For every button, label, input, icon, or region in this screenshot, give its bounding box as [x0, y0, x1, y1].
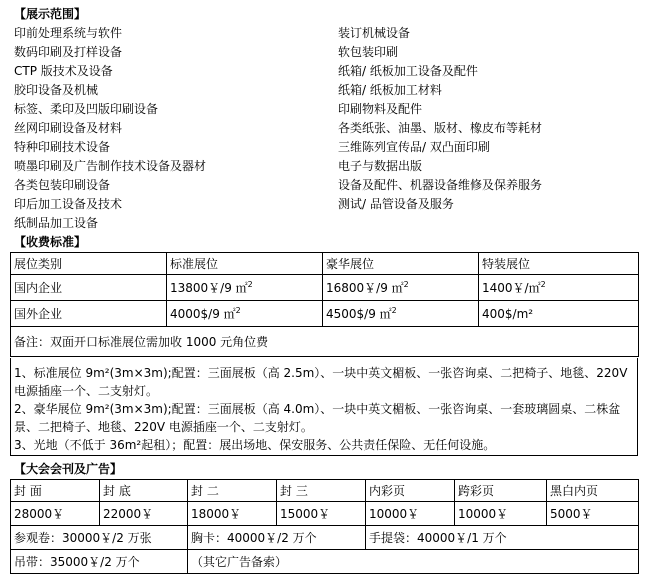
exhibit-scope-item: 设备及配件、机器设备维修及保养服务: [338, 178, 543, 192]
fee-domestic-special: [479, 275, 639, 301]
ad-price-inside-front: 18000￥: [188, 502, 277, 526]
exhibit-scope-item: 丝网印刷设备及材料: [14, 121, 123, 135]
exhibit-scope-right-list: [338, 24, 542, 214]
ad-header-row: [11, 480, 639, 502]
ad-header-inside-back: 封 三: [277, 480, 366, 502]
exhibit-scope-item: 测试/ 品管设备及服务: [338, 197, 454, 211]
ad-price-cover: 28000￥: [11, 502, 100, 526]
ad-header-color-page: 内彩页: [366, 480, 455, 502]
ad-table: [10, 479, 639, 574]
section-title-fee-standard: 【收费标准】: [14, 235, 87, 249]
fee-remark: 备注：双面开口标准展位需加收 1000 元角位费: [11, 327, 639, 357]
exhibit-scope-item: 电子与数据出版: [338, 159, 423, 173]
fee-value: 1400￥/㎡: [482, 281, 541, 295]
fee-sup: 2: [247, 280, 253, 289]
exhibit-scope-item: 特种印刷技术设备: [14, 140, 111, 154]
exhibit-scope-item: 胶印设备及机械: [14, 83, 99, 97]
fee-value: 16800￥/9 ㎡: [326, 281, 404, 295]
ad-price-spread-page: 10000￥: [455, 502, 547, 526]
fee-value: 4000$/9 ㎡: [170, 307, 236, 321]
exhibit-scope-item: 纸箱/ 纸板加工材料: [338, 83, 442, 97]
exhibit-scope-item: 印前处理系统与软件: [14, 26, 123, 40]
exhibit-scope-item: CTP 版技术及设备: [14, 64, 113, 78]
ad-price-inside-back: 15000￥: [277, 502, 366, 526]
exhibit-scope-item: 喷墨印刷及广告制作技术设备及器材: [14, 159, 207, 173]
ad-extra-visitor-ticket: 参观卷：30000￥/2 万张: [11, 526, 188, 550]
exhibit-scope-item: 三维陈列宣传品/ 双凸面印刷: [338, 140, 490, 154]
ad-header-bw-page: 黑白内页: [547, 480, 639, 502]
fee-row-domestic: [11, 275, 639, 301]
exhibit-scope-item: 软包装印刷: [338, 45, 399, 59]
fee-sup: 2: [391, 306, 397, 315]
fee-header-deluxe: 豪华展位: [323, 253, 479, 275]
ad-header-inside-front: 封 二: [188, 480, 277, 502]
fee-label-domestic: 国内企业: [11, 275, 167, 301]
fee-remark-row: [11, 327, 639, 357]
fee-header-category: 展位类别: [11, 253, 167, 275]
section-title-exhibit-scope: 【展示范围】: [14, 7, 87, 21]
ad-price-back-cover: 22000￥: [100, 502, 188, 526]
fee-value: 4500$/9 ㎡: [326, 307, 392, 321]
section-title-catalog-ads: 【大会会刊及广告】: [14, 462, 123, 476]
fee-sup: 2: [403, 280, 409, 289]
ad-extra-tote-bag: 手提袋：40000￥/1 万个: [366, 526, 639, 550]
fee-value: 400$/m²: [482, 306, 534, 321]
ad-price-color-page: 10000￥: [366, 502, 455, 526]
exhibit-scope-item: 各类包装印刷设备: [14, 178, 111, 192]
fee-table-header-row: [11, 253, 639, 275]
ad-header-back-cover: 封 底: [100, 480, 188, 502]
fee-foreign-standard: [167, 301, 323, 327]
fee-header-standard: 标准展位: [167, 253, 323, 275]
fee-foreign-special: [479, 301, 639, 327]
exhibit-scope-left-list: [14, 24, 206, 233]
fee-domestic-deluxe: [323, 275, 479, 301]
fee-foreign-deluxe: [323, 301, 479, 327]
ad-bottom-row: [11, 550, 639, 574]
fee-header-special: 特装展位: [479, 253, 639, 275]
booth-note-line: 2、豪华展位 9m²(3m×3m);配置：三面展板（高 4.0m）、一块中英文楣板、一张咨询桌、一套玻璃圆桌、二株盆: [14, 402, 621, 416]
exhibit-scope-item: 印后加工设备及技术: [14, 197, 123, 211]
ad-header-cover: 封 面: [11, 480, 100, 502]
booth-note-line: 3、光地（不低于 36m²起租）；配置：展出场地、保安服务、公共责任保险、无任何设施。: [14, 438, 496, 452]
fee-row-foreign: [11, 301, 639, 327]
exhibit-scope-item: 印刷物料及配件: [338, 102, 423, 116]
booth-note-line: 1、标准展位 9m²(3m×3m);配置：三面展板（高 2.5m）、一块中英文楣板、一张咨询桌、二把椅子、地毯、220V: [14, 366, 628, 380]
exhibit-scope-item: 装订机械设备: [338, 26, 411, 40]
fee-table: [10, 252, 639, 357]
exhibit-scope-item: 纸箱/ 纸板加工设备及配件: [338, 64, 478, 78]
exhibit-scope-item: 纸制品加工设备: [14, 216, 99, 230]
fee-value: 13800￥/9 ㎡: [170, 281, 248, 295]
ad-other-available: （其它广告备索）: [188, 550, 639, 574]
ad-price-row: [11, 502, 639, 526]
fee-sup: 2: [540, 280, 546, 289]
exhibit-scope-item: 标签、柔印及凹版印刷设备: [14, 102, 159, 116]
booth-notes: [10, 358, 638, 456]
fee-domestic-standard: [167, 275, 323, 301]
ad-extra-lanyard: 吊带：35000￥/2 万个: [11, 550, 188, 574]
ad-extra-badge: 胸卡：40000￥/2 万个: [188, 526, 366, 550]
fee-label-foreign: 国外企业: [11, 301, 167, 327]
ad-extras-row: [11, 526, 639, 550]
fee-sup: 2: [235, 306, 241, 315]
ad-price-bw-page: 5000￥: [547, 502, 639, 526]
booth-note-line: 景、二把椅子、地毯、220V 电源插座一个、二支射灯。: [14, 420, 313, 434]
exhibit-scope-item: 数码印刷及打样设备: [14, 45, 123, 59]
exhibit-scope-item: 各类纸张、油墨、版材、橡皮布等耗材: [338, 121, 543, 135]
ad-header-spread-page: 跨彩页: [455, 480, 547, 502]
booth-note-line: 电源插座一个、二支射灯。: [14, 384, 159, 398]
